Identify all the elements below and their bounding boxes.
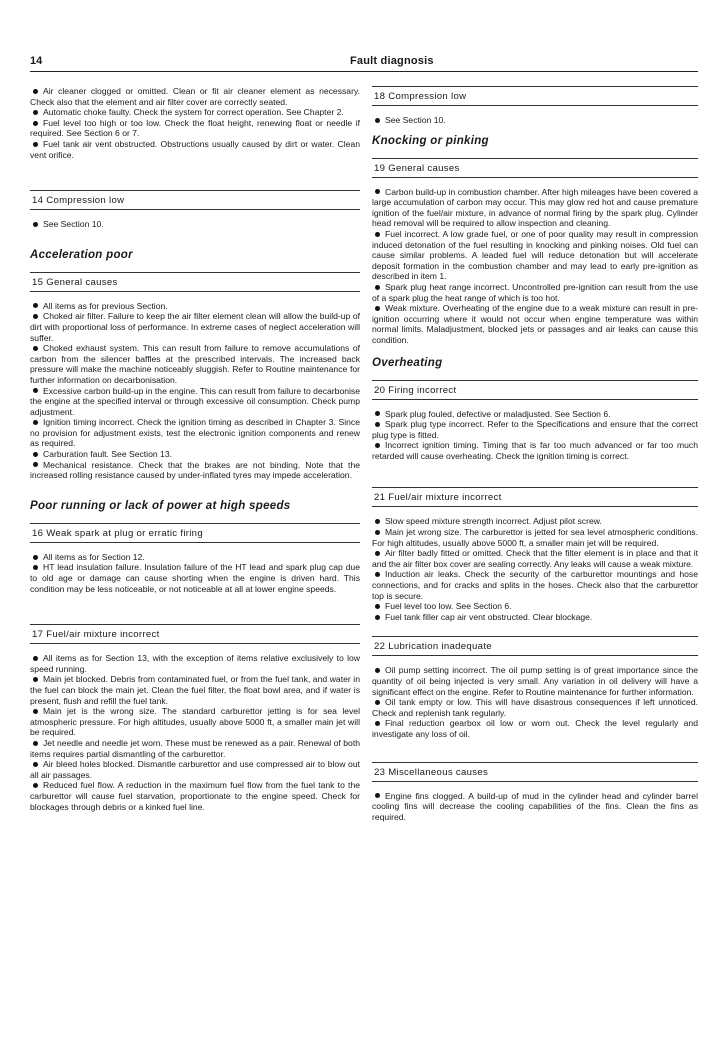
section-title: 14 Compression low bbox=[32, 195, 125, 207]
list-item: Incorrect ignition timing. Timing that is far too much advanced or far too much retarded will cause overheating. Check the ignition timing is correct. bbox=[372, 440, 698, 461]
list-item: Oil pump setting incorrect. The oil pump setting is of great importance since the quantity of oil being injected is very small. Any variation in oil delivery will have a significant effect on the engine. Refer to Routine maintenance for further information. bbox=[372, 665, 698, 697]
section-heading-22 bbox=[372, 636, 698, 656]
bullet-icon bbox=[375, 118, 380, 123]
bullet-icon bbox=[33, 741, 38, 746]
section-17-list bbox=[30, 653, 360, 812]
bullet-icon bbox=[375, 422, 380, 427]
list-item: Air cleaner clogged or omitted. Clean or fit air cleaner element as necessary. Check also that the element and air filter cover are correctly seated. bbox=[30, 86, 360, 107]
list-item: Main jet is the wrong size. The standard carburettor jetting is for sea level atmospheric pressure. For high altitudes, usually above 5000 ft, a smaller main jet will be required. bbox=[30, 706, 360, 738]
bullet-icon bbox=[33, 762, 38, 767]
list-item: All items as for Section 13, with the exception of items relative exclusively to low speed running. bbox=[30, 653, 360, 674]
list-item: Fuel incorrect. A low grade fuel, or one of poor quality may result in compression induced detonation of the fuel resulting in knocking and pinking noises. Old fuel can cause similar problems. A leaded fuel will reduce detonation but will accelerate deposit formation in the combustion chamber and may lead to early pre-ignition as described in item 1. bbox=[372, 228, 698, 282]
list-item: HT lead insulation failure. Insulation failure of the HT lead and spark plug cap due to old age or damage can cause shorting when the engine is driven hard. This condition may be less noticeable, or not noticeable at all at lower engine speeds. bbox=[30, 562, 360, 594]
section-21-list bbox=[372, 516, 698, 622]
bullet-icon bbox=[375, 604, 380, 609]
bullet-icon bbox=[375, 793, 380, 798]
list-item: Reduced fuel flow. A reduction in the maximum fuel flow from the fuel tank to the carburettor will cause fuel starvation, proportionate to the engine speed. Check for blockages through debris or a kinked fuel line. bbox=[30, 780, 360, 812]
bullet-icon bbox=[33, 388, 38, 393]
intro-list bbox=[30, 86, 360, 160]
section-title: 17 Fuel/air mixture incorrect bbox=[32, 629, 160, 641]
category-title-knocking: Knocking or pinking bbox=[372, 134, 489, 147]
bullet-icon bbox=[33, 303, 38, 308]
bullet-icon bbox=[375, 411, 380, 416]
section-19-list bbox=[372, 187, 698, 346]
section-title: 15 General causes bbox=[32, 276, 118, 288]
list-item: Carburation fault. See Section 13. bbox=[30, 449, 360, 460]
bullet-icon bbox=[375, 551, 380, 556]
list-item: See Section 10. bbox=[30, 219, 360, 230]
list-item: Jet needle and needle jet worn. These must be renewed as a pair. Renewal of both items requires partial dismantling of the carburettor. bbox=[30, 737, 360, 759]
bullet-icon bbox=[33, 709, 38, 714]
page-title: Fault diagnosis bbox=[350, 55, 434, 67]
section-heading-23 bbox=[372, 762, 698, 782]
section-title: 23 Miscellaneous causes bbox=[374, 766, 489, 778]
bullet-icon bbox=[33, 89, 38, 94]
section-heading-20 bbox=[372, 380, 698, 400]
list-item: Engine fins clogged. A build-up of mud in the cylinder head and cylinder barrel cooling fins will decrease the cooling capabilities of the fins. Clean the fins as required. bbox=[372, 790, 698, 822]
section-heading-16 bbox=[30, 523, 360, 543]
list-item: Weak mixture. Overheating of the engine due to a weak mixture can result in pre-ignition occurring where it would not occur when engine temperature was within normal limits. Maladjustment, blocked jets or passages and air leaks can cause this condition. bbox=[372, 303, 698, 345]
header-divider bbox=[30, 71, 698, 72]
bullet-icon bbox=[375, 189, 380, 194]
bullet-icon bbox=[375, 443, 380, 448]
bullet-icon bbox=[375, 285, 380, 290]
list-item: Air filter badly fitted or omitted. Check that the filter element is in place and that it and the air filter box cover are sealing correctly. Any leaks will cause a weak mixture. bbox=[372, 548, 698, 569]
bullet-icon bbox=[33, 555, 38, 560]
bullet-icon bbox=[33, 656, 38, 661]
bullet-icon bbox=[33, 420, 38, 425]
section-heading-14 bbox=[30, 190, 360, 210]
category-title-acceleration: Acceleration poor bbox=[30, 248, 133, 261]
list-item: Fuel level too low. See Section 6. bbox=[372, 601, 698, 612]
category-title-overheating: Overheating bbox=[372, 356, 443, 369]
section-22-list bbox=[372, 665, 698, 739]
section-title: 18 Compression low bbox=[374, 91, 467, 102]
bullet-icon bbox=[33, 346, 38, 351]
list-item: Ignition timing incorrect. Check the ignition timing as described in Chapter 3. Since no provision for adjustment exists, test the electronic ignition components and renew as required. bbox=[30, 417, 360, 449]
bullet-icon bbox=[375, 700, 380, 705]
list-item: Spark plug fouled, defective or maladjusted. See Section 6. bbox=[372, 409, 698, 420]
bullet-icon bbox=[33, 222, 38, 227]
bullet-icon bbox=[33, 462, 38, 467]
section-heading-17 bbox=[30, 624, 360, 644]
list-item: Carbon build-up in combustion chamber. After high mileages have been covered a large accumulation of carbon may occur. This may glow red hot and cause premature ignition of the fuel/air mixture, in advance of normal firing by the spark plug. Cylinder head removal will be required to allow inspection and cleaning. bbox=[372, 186, 698, 229]
page-number: 14 bbox=[30, 55, 43, 67]
bullet-icon bbox=[375, 232, 380, 237]
section-title: 20 Firing incorrect bbox=[374, 384, 457, 396]
list-item: Fuel level too high or too low. Check the float height, renewing float or needle if required. See Section 6 or 7. bbox=[30, 117, 360, 139]
list-item: Choked exhaust system. This can result from failure to remove accumulations of carbon from the silencer baffles at the prescribed intervals. The increased back pressure will make the machine noticeably sluggish. Refer to Routine maintenance for further information on decarbonisation. bbox=[30, 343, 360, 385]
list-item: All items as for previous Section. bbox=[30, 301, 360, 312]
section-title: 19 General causes bbox=[374, 162, 460, 174]
category-title-poor-running: Poor running or lack of power at high speeds bbox=[30, 499, 291, 512]
list-item: Fuel tank filler cap air vent obstructed. Clear blockage. bbox=[372, 612, 698, 623]
section-heading-15 bbox=[30, 272, 360, 292]
list-item: Excessive carbon build-up in the engine. This can result from failure to decarbonise the engine at the specified interval or through excessive oil consumption. Check pump adjustment. bbox=[30, 385, 360, 417]
section-heading-19 bbox=[372, 158, 698, 178]
section-20-list bbox=[372, 409, 698, 462]
bullet-icon bbox=[33, 121, 38, 126]
list-item: Choked air filter. Failure to keep the air filter element clean will allow the build-up of dirt with proportional loss of performance. In extreme cases of neglect acceleration will suffer. bbox=[30, 311, 360, 343]
list-item: All items as for Section 12. bbox=[30, 552, 360, 563]
list-item: Main jet blocked. Debris from contaminated fuel, or from the fuel tank, and water in the fuel can block the main jet. Clean the fuel filter, the float bowl area, and if water is present, flush and refill the fuel tank. bbox=[30, 674, 360, 706]
bullet-icon bbox=[33, 452, 38, 457]
bullet-icon bbox=[375, 668, 380, 673]
section-16-list bbox=[30, 552, 360, 594]
list-item: See Section 10. bbox=[372, 115, 698, 126]
section-title: 22 Lubrication inadequate bbox=[374, 641, 492, 653]
bullet-icon bbox=[375, 519, 380, 524]
list-item: Spark plug heat range incorrect. Uncontrolled pre-ignition can result from the use of a spark plug the heat range of which is too hot. bbox=[372, 281, 698, 303]
section-heading-18 bbox=[372, 86, 698, 106]
list-item: Slow speed mixture strength incorrect. Adjust pilot screw. bbox=[372, 516, 698, 527]
section-15-list bbox=[30, 301, 360, 481]
list-item: Air bleed holes blocked. Dismantle carburettor and use compressed air to blow out all air passages. bbox=[30, 759, 360, 780]
bullet-icon bbox=[375, 530, 380, 535]
list-item: Automatic choke faulty. Check the system for correct operation. See Chapter 2. bbox=[30, 107, 360, 118]
section-title: 16 Weak spark at plug or erratic firing bbox=[32, 527, 203, 539]
bullet-icon bbox=[33, 314, 38, 319]
section-title: 21 Fuel/air mixture incorrect bbox=[374, 492, 502, 504]
bullet-icon bbox=[33, 110, 38, 115]
section-23-list bbox=[372, 791, 698, 823]
bullet-icon bbox=[375, 306, 380, 311]
section-heading-21 bbox=[372, 487, 698, 507]
list-item: Main jet wrong size. The carburettor is jetted for sea level atmospheric conditions. For high altitudes, usually above 5000 ft, a smaller main jet will be required. bbox=[372, 527, 698, 548]
bullet-icon bbox=[33, 783, 38, 788]
bullet-icon bbox=[33, 142, 38, 147]
list-item: Mechanical resistance. Check that the brakes are not binding. Note that the increased rolling resistance caused by under-inflated tyres may impede acceleration. bbox=[30, 459, 360, 481]
list-item: Oil tank empty or low. This will have disastrous consequences if left unnoticed. Check and replenish tank regularly. bbox=[372, 697, 698, 718]
list-item: Fuel tank air vent obstructed. Obstructions usually caused by dirt or water. Clean vent orifice. bbox=[30, 138, 360, 160]
right-column bbox=[372, 86, 698, 822]
list-item: Induction air leaks. Check the security of the carburettor mountings and hose connections, and for cracks and splits in the hoses. Check also that the carburettor top is secure. bbox=[372, 569, 698, 601]
bullet-icon bbox=[375, 572, 380, 577]
bullet-icon bbox=[33, 677, 38, 682]
left-column bbox=[30, 86, 360, 812]
list-item: Final reduction gearbox oil low or worn out. Check the level regularly and investigate any loss of oil. bbox=[372, 718, 698, 739]
list-item: Spark plug type incorrect. Refer to the Specifications and ensure that the correct plug type is fitted. bbox=[372, 419, 698, 440]
bullet-icon bbox=[33, 565, 38, 570]
bullet-icon bbox=[375, 615, 380, 620]
bullet-icon bbox=[375, 721, 380, 726]
